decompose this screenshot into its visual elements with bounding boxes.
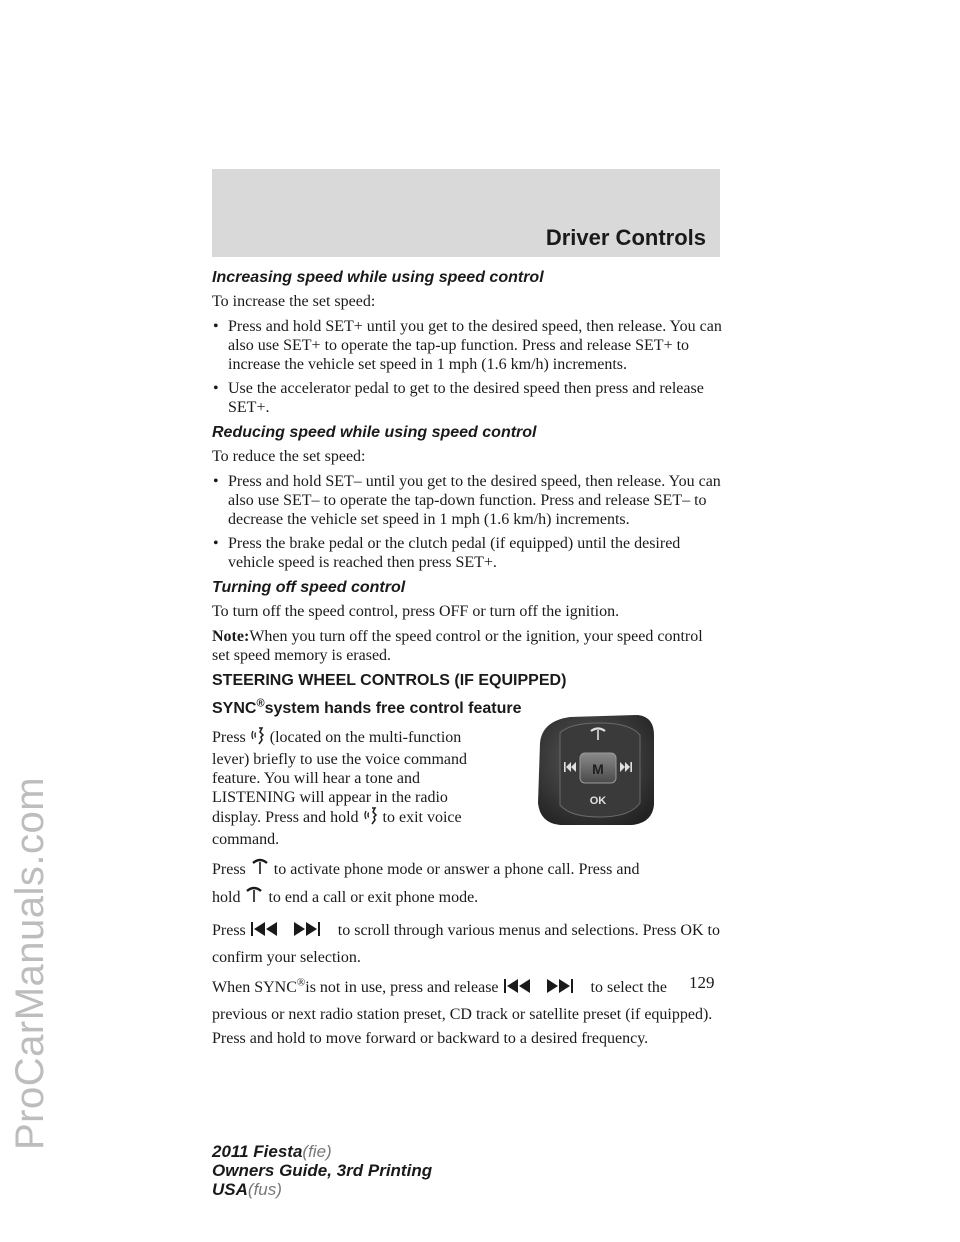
increase-heading: Increasing speed while using speed control [212, 269, 544, 286]
voice-command-icon [363, 807, 379, 830]
phone-hold: hold [212, 889, 241, 906]
phone-press: Press [212, 861, 246, 878]
sync-heading-rest: system hands free control feature [264, 700, 522, 717]
figure-label-center: M [592, 761, 604, 777]
increase-list [212, 317, 724, 417]
list-item: • Press the brake pedal or the clutch pedal (if equipped) until the desired vehicle speed is reached then press SET+. [212, 534, 724, 572]
when-text: When SYNC [212, 979, 297, 996]
previous-next-icon [503, 977, 587, 1003]
scroll-text: to scroll through various menus and selections. Press OK to confirm your selection. [212, 922, 720, 966]
steering-wheel-controls-figure [530, 713, 658, 827]
footer-model-code: (fie) [302, 1142, 332, 1161]
voice-end: to exit voice command. [212, 809, 462, 848]
section-title: Driver Controls [545, 225, 706, 250]
list-item: • Use the accelerator pedal to get to the desired speed then press and release SET+. [212, 379, 724, 417]
registered-mark: ® [296, 976, 306, 989]
registered-mark: ® [256, 697, 265, 710]
note-paragraph [212, 627, 724, 665]
site-watermark: ProCarManuals.com [8, 776, 52, 1150]
page-number: 129 [689, 973, 715, 992]
list-item: • Press and hold SET– until you get to the desired speed, then release. You can also use SET– to operate the tap-down function. Press and release SET– to decrease the vehicle set speed in 1 mph (1.6 km/h) increments. [212, 472, 724, 529]
note-label: Note: [212, 628, 250, 645]
voice-block [212, 727, 724, 849]
off-heading: Turning off speed control [212, 579, 406, 596]
phone-end: to end a call or exit phone mode. [268, 889, 479, 906]
voice-text: (located on the multi-function lever) briefly to use the voice command feature. You will hear a tone and LISTENING will appear in the radio display. Press and hold [212, 729, 468, 826]
footer-model: 2011 Fiesta [212, 1142, 303, 1161]
figure-label-bottom: OK [589, 795, 607, 807]
when-end: to select the previous or next radio station preset, CD track or satellite preset (if equipped). Press and hold to move forward or backward to a desired frequency. [212, 979, 713, 1047]
note-text: When you turn off the speed control or the ignition, your speed control set speed memory is erased. [212, 628, 703, 664]
footer-guide: Owners Guide, 3rd Printing [212, 1161, 433, 1180]
page-content [212, 268, 724, 1057]
sync-brand: SYNC [212, 700, 257, 717]
phone-icon [244, 885, 264, 913]
footer-market: USA [212, 1180, 248, 1199]
when-rest: is not in use, press and release [305, 979, 499, 996]
scroll-paragraph [212, 919, 724, 970]
voice-command-icon [250, 727, 266, 750]
list-item: • Press and hold SET+ until you get to the desired speed, then release. You can also use SET+ to operate the tap-up function. Press and release SET+ to increase the vehicle set speed in 1 mph (1.6 km/h) increments. [212, 317, 724, 374]
phone-text: to activate phone mode or answer a phone call. Press and [273, 861, 640, 878]
previous-next-icon [250, 920, 334, 946]
footer [212, 1142, 432, 1199]
footer-market-code: (fus) [247, 1180, 282, 1199]
off-text: To turn off the speed control, press OFF or turn off the ignition. [212, 603, 620, 620]
section-header [212, 169, 720, 257]
increase-intro: To increase the set speed: [212, 293, 376, 310]
voice-press: Press [212, 729, 246, 746]
when-paragraph [212, 976, 724, 1051]
scroll-press: Press [212, 922, 246, 939]
voice-paragraph [212, 727, 474, 849]
phone-paragraph [212, 857, 724, 913]
reduce-intro: To reduce the set speed: [212, 448, 366, 465]
reduce-heading: Reducing speed while using speed control [212, 424, 537, 441]
reduce-list [212, 472, 724, 572]
steering-heading: STEERING WHEEL CONTROLS (IF EQUIPPED) [212, 672, 567, 689]
phone-icon [250, 857, 270, 885]
